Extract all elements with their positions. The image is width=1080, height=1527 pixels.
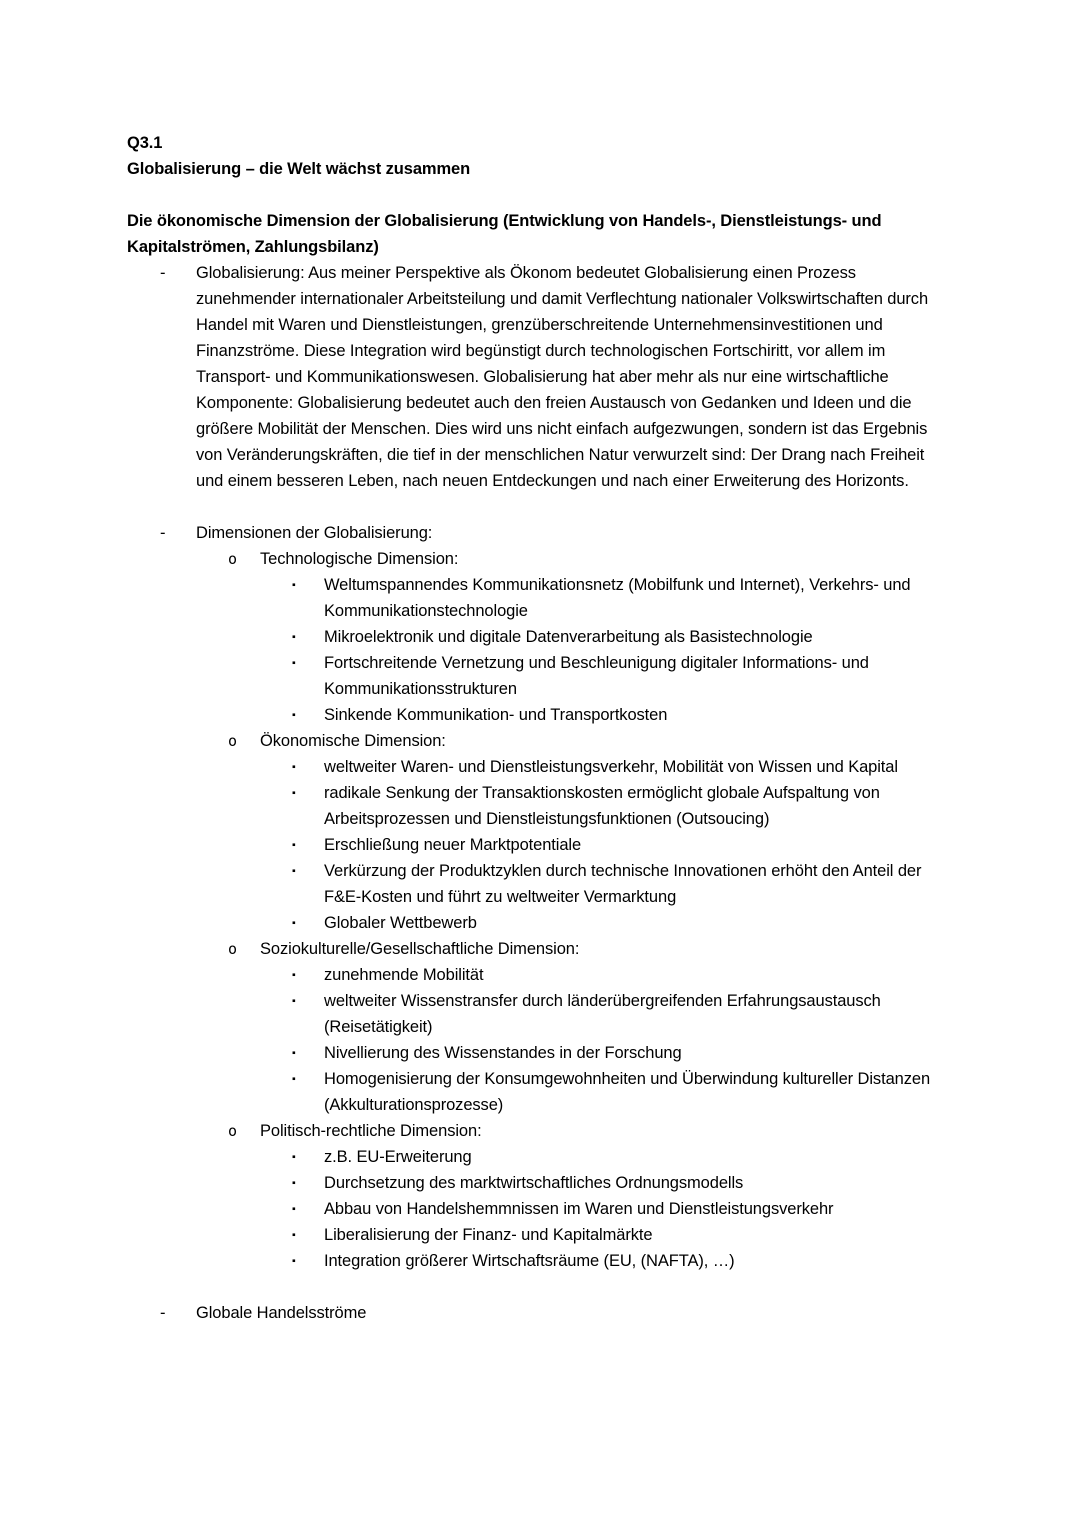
- bullet-marker: ▪: [292, 761, 296, 773]
- list-item-text: Technologische Dimension:: [260, 550, 459, 568]
- list-item-text: Globalisierung: Aus meiner Perspektive als Ökonom bedeutet Globalisierung einen Prozess zunehmender internationaler Arbeitsteilung und damit Verflechtung nationaler Volkswirtschaften durch Handel mit Waren und Dienstleistungen, grenzüberschreitende Unternehmensinvestitionen und Finanzströme. Diese Integration wird begünstigt durch technologischen Fortschiritt, vor allem im Transport- und Kommunikationswesen. Globalisierung hat aber mehr als nur eine wirtschaftliche Komponente: Globalisierung bedeutet auch den freien Austausch von Gedanken und Ideen und die größere Mobilität der Menschen. Dies wird uns nicht einfach aufgezwungen, sondern ist das Ergebnis von Veränderungskräften, die tief in der menschlichen Natur verwurzelt sind: Der Drang nach Freiheit und einem besseren Leben, nach neuen Entdeckungen und nach einer Erweiterung des Horizonts.: [196, 264, 929, 490]
- bullet-marker: -: [160, 264, 166, 282]
- bullet-marker: -: [160, 1304, 166, 1322]
- list-item-text: weltweiter Wissenstransfer durch länderübergreifenden Erfahrungsaustausch (Reisetätigkeit): [324, 992, 881, 1036]
- list-item-text: Weltumspannendes Kommunikationsnetz (Mobilfunk und Internet), Verkehrs- und Kommunikationstechnologie: [324, 576, 911, 620]
- bullet-marker: o: [228, 550, 237, 568]
- list-item: [127, 1248, 953, 1274]
- page-title: Globalisierung – die Welt wächst zusammen: [127, 160, 471, 178]
- bullet-marker: ▪: [292, 579, 296, 591]
- list-item-text: Erschließung neuer Marktpotentiale: [324, 836, 582, 854]
- list-item-text: Liberalisierung der Finanz- und Kapitalmärkte: [324, 1226, 653, 1244]
- course-code: Q3.1: [127, 134, 163, 152]
- list-item-text: Integration größerer Wirtschaftsräume (EU, (NAFTA), …): [324, 1252, 735, 1270]
- bullet-marker: ▪: [292, 1047, 296, 1059]
- list-item-text: weltweiter Waren- und Dienstleistungsverkehr, Mobilität von Wissen und Kapital: [324, 758, 898, 776]
- list-item: [127, 260, 953, 494]
- list-item-text: Globale Handelsströme: [196, 1304, 367, 1322]
- list-item-text: Globaler Wettbewerb: [324, 914, 477, 932]
- bullet-marker: o: [228, 940, 237, 958]
- list-item-text: Sinkende Kommunikation- und Transportkosten: [324, 706, 668, 724]
- list-item-text: zunehmende Mobilität: [324, 966, 484, 984]
- bullet-marker: ▪: [292, 1151, 296, 1163]
- list-item: [127, 832, 953, 858]
- list-item-text: z.B. EU-Erweiterung: [324, 1148, 472, 1166]
- bullet-marker: ▪: [292, 1255, 296, 1267]
- list-item: [127, 1300, 953, 1326]
- list-item-text: Dimensionen der Globalisierung:: [196, 524, 433, 542]
- bullet-marker: ▪: [292, 709, 296, 721]
- list-item: [127, 1170, 953, 1196]
- list-item-text: Fortschreitende Vernetzung und Beschleunigung digitaler Informations- und Kommunikationsstrukturen: [324, 654, 869, 698]
- bullet-marker: ▪: [292, 1073, 296, 1085]
- bullet-marker: ▪: [292, 917, 296, 929]
- list-item: [127, 624, 953, 650]
- bullet-marker: ▪: [292, 631, 296, 643]
- list-item: [127, 702, 953, 728]
- list-item: [127, 1118, 953, 1144]
- list-item: [127, 988, 953, 1040]
- section-heading: Die ökonomische Dimension der Globalisierung (Entwicklung von Handels-, Dienstleistungs- und Kapitalströmen, Zahlungsbilanz): [127, 212, 882, 256]
- list-item: [127, 546, 953, 572]
- list-item-text: Abbau von Handelshemmnissen im Waren und Dienstleistungsverkehr: [324, 1200, 834, 1218]
- bullet-marker: ▪: [292, 1229, 296, 1241]
- list-item: [127, 1066, 953, 1118]
- list-item-text: Mikroelektronik und digitale Datenverarbeitung als Basistechnologie: [324, 628, 813, 646]
- bullet-marker: ▪: [292, 1203, 296, 1215]
- list-item: [127, 910, 953, 936]
- bullet-marker: o: [228, 732, 237, 750]
- list-item: [127, 936, 953, 962]
- list-item-text: Durchsetzung des marktwirtschaftliches Ordnungsmodells: [324, 1174, 744, 1192]
- list-item: [127, 1040, 953, 1066]
- list-item: [127, 1144, 953, 1170]
- bullet-marker: -: [160, 524, 166, 542]
- list-item: [127, 520, 953, 546]
- bullet-marker: ▪: [292, 865, 296, 877]
- list-item-text: Homogenisierung der Konsumgewohnheiten und Überwindung kultureller Distanzen (Akkulturationsprozesse): [324, 1070, 931, 1114]
- bullet-marker: o: [228, 1122, 237, 1140]
- list-item-text: Ökonomische Dimension:: [260, 732, 446, 750]
- list-item: [127, 1222, 953, 1248]
- list-item-text: Soziokulturelle/Gesellschaftliche Dimension:: [260, 940, 580, 958]
- list-item: [127, 858, 953, 910]
- list-item: [127, 754, 953, 780]
- list-item: [127, 572, 953, 624]
- list-item-text: radikale Senkung der Transaktionskosten ermöglicht globale Aufspaltung von Arbeitsprozessen und Dienstleistungsfunktionen (Outsoucing): [324, 784, 880, 828]
- outline-list: [127, 260, 953, 1326]
- list-item: [127, 728, 953, 754]
- bullet-marker: ▪: [292, 969, 296, 981]
- spacer: [127, 182, 953, 208]
- bullet-marker: ▪: [292, 657, 296, 669]
- list-item: [127, 650, 953, 702]
- bullet-marker: ▪: [292, 995, 296, 1007]
- list-item-text: Nivellierung des Wissenstandes in der Forschung: [324, 1044, 682, 1062]
- list-item-text: Verkürzung der Produktzyklen durch technische Innovationen erhöht den Anteil der F&E-Kosten und führt zu weltweiter Vermarktung: [324, 862, 922, 906]
- bullet-marker: ▪: [292, 787, 296, 799]
- bullet-marker: ▪: [292, 1177, 296, 1189]
- list-item: [127, 1196, 953, 1222]
- list-item: [127, 962, 953, 988]
- list-item: [127, 780, 953, 832]
- list-item-text: Politisch-rechtliche Dimension:: [260, 1122, 482, 1140]
- bullet-marker: ▪: [292, 839, 296, 851]
